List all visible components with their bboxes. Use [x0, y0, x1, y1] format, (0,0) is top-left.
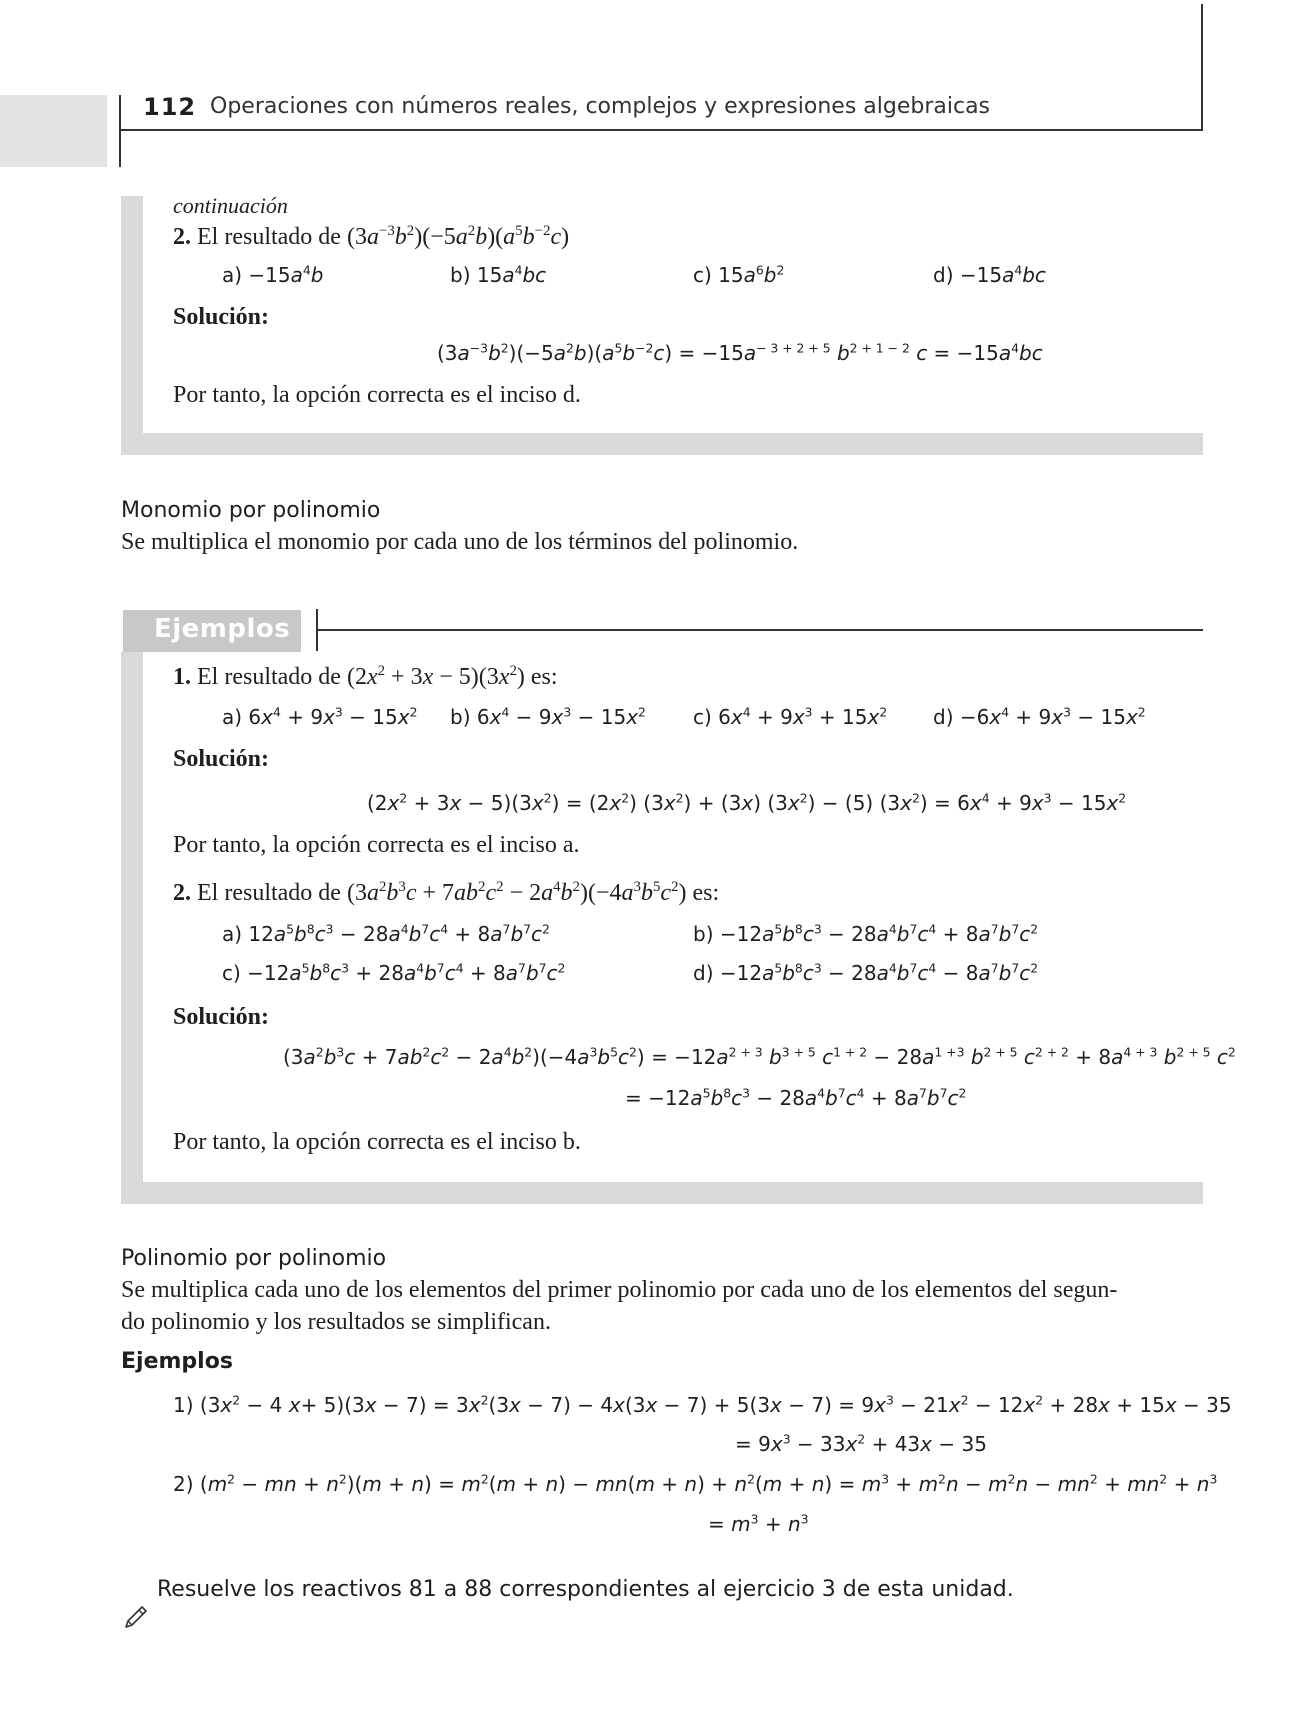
continuation-label: continuación [173, 193, 288, 218]
ejemplos-tab-label: Ejemplos [154, 614, 291, 644]
box1-left-bar [121, 196, 143, 454]
box2-q1-solution-label: Solución: [173, 746, 270, 772]
examples-label: Ejemplos [121, 1349, 233, 1374]
box1-option-c: c) $15a^6b^2$ [693, 262, 785, 287]
box1-question-2 [173, 224, 569, 251]
ejemplos-horizontal-rule [318, 629, 1203, 631]
example-2-line-2: = $m^3 + n^3$ [708, 1511, 809, 1536]
box2-q2-conclusion: Por tanto, la opción correcta es el inciso b. [173, 1129, 581, 1155]
box1-option-a: $a) -15a^4b$ [222, 262, 324, 287]
box1-solution-equation: $(3a^{-3}b^2)(-5a^2b)(a^5b^{-2}c) = -15a^{- 3 + 2 + 5}$ $b^{2 + 1 - 2}$ $c = -15a^4bc$ [437, 340, 1043, 365]
footer-instruction: Resuelve los reactivos 81 a 88 correspondientes al ejercicio 3 de esta unidad. [157, 1577, 1014, 1602]
box2-q2-option-c: $c) -12a^5b^8c^3 + 28a^4b^7c^4 + 8a^7b^7c^2$ [222, 960, 566, 985]
section-text-monomio: Se multiplica el monomio por cada uno de los términos del polinomio. [121, 529, 799, 555]
question-number: 2. [173, 880, 191, 906]
box1-option-b: b) $15a^4bc$ [450, 262, 547, 287]
box2-q1-option-d: $d) -6x^4 + 9x^3 - 15x^2$ [933, 704, 1146, 729]
box2-q2-solution-line-1: $(3a^2b^3c + 7ab^2c^2 - 2a^4b^2)(-4a^3b^5c^2) = -12a^{2 + 3}$ $b^{3 + 5}$ $c^{1 + 2} - 28a^{1 +3}$ $b^{2 + 5}$ $c^{2 + 2} + 8a^{4 + 3}$ $b^{2 + 5}$ $c^2$ [283, 1044, 1236, 1069]
box1-solution-label: Solución: [173, 304, 270, 330]
question-number: 1. [173, 664, 191, 690]
running-title: Operaciones con números reales, complejos y expresiones algebraicas [210, 94, 991, 119]
box2-q1-solution-equation: $(2x^2 + 3x - 5)(3x^2) = (2x^2) (3x^2) + (3x) (3x^2) - (5) (3x^2) = 6x^4 + 9x^3 - 15x^2$ [367, 790, 1127, 815]
page-number: 112 [143, 93, 197, 121]
box2-left-bar [121, 652, 143, 1204]
box1-option-d: $d) -15a^4bc$ [933, 262, 1046, 287]
box2-q1-option-b: b) $6x^4 - 9x^3 - 15x^2$ [450, 704, 646, 729]
example-1-line-2: = $9x^3 - 33x^2 + 43x - 35$ [735, 1431, 987, 1456]
section-title-monomio-por-polinomio: Monomio por polinomio [121, 498, 381, 523]
box2-question-1 [173, 664, 558, 691]
header-horizontal-rule [119, 129, 1203, 131]
box2-bottom-bar [121, 1182, 1203, 1204]
example-2-line-1: 2) ($m^2$ − mn + $n^2)(m + n) = m^2(m + n) - mn(m + n) + n^2(m + n) = m^3 + m^2n - m^2n - mn^2 + mn^2 + n^3$ [173, 1471, 1218, 1496]
box2-q1-option-a: a) $6x^4 + 9x^3 - 15x^2$ [222, 704, 418, 729]
box2-q2-option-a: a) $12a^5b^8c^3 - 28a^4b^7c^4 + 8a^7b^7c^2$ [222, 921, 550, 946]
box2-q1-option-c: c) $6x^4 + 9x^3 + 15x^2$ [693, 704, 888, 729]
header-vertical-rule [119, 95, 121, 167]
header-right-rule [1201, 4, 1203, 131]
section-text-polinomio-line-2: do polinomio y los resultados se simplifican. [121, 1309, 551, 1335]
question-text: El resultado de $(3a^2b^3c + 7ab^2c^2 - 2a^4b^2)(-4a^3b^5c^2)$ es: [197, 878, 720, 906]
box1-bottom-bar [121, 433, 1203, 455]
question-number: 2. [173, 224, 191, 250]
question-text: El resultado de $(3a^{-3}b^2)(-5a^2b)(a^5b^{-2}c)$ [197, 222, 570, 250]
box2-q2-option-b: $b) -12a^5b^8c^3 - 28a^4b^7c^4 + 8a^7b^7c^2$ [693, 921, 1039, 946]
section-text-polinomio-line-1: Se multiplica cada uno de los elementos del primer polinomio por cada uno de los elementos del segun- [121, 1277, 1118, 1303]
header-gray-block [0, 95, 107, 167]
section-title-polinomio-por-polinomio: Polinomio por polinomio [121, 1246, 387, 1271]
box2-q2-solution-label: Solución: [173, 1004, 270, 1030]
box1-conclusion: Por tanto, la opción correcta es el inciso d. [173, 382, 581, 408]
question-text: El resultado de $(2x^2 + 3x - 5)(3x^2)$ es: [197, 662, 558, 690]
box2-question-2 [173, 880, 719, 907]
box2-q2-option-d: $d) -12a^5b^8c^3 - 28a^4b^7c^4 - 8a^7b^7c^2$ [693, 960, 1039, 985]
pencil-icon [122, 1603, 150, 1631]
example-1-line-1: 1) ($3x^2 - 4$ $x+ 5)(3x - 7) = 3x^2(3x - 7) - 4x(3x - 7) + 5(3x - 7) = 9x^3 - 21x^2 - 12x^2 + 28x + 15x - 35$ [173, 1392, 1232, 1417]
box2-q1-conclusion: Por tanto, la opción correcta es el inciso a. [173, 832, 580, 858]
box2-q2-solution-line-2: = $-12a^5b^8c^3 - 28a^4b^7c^4 + 8a^7b^7c^2$ [625, 1085, 967, 1110]
